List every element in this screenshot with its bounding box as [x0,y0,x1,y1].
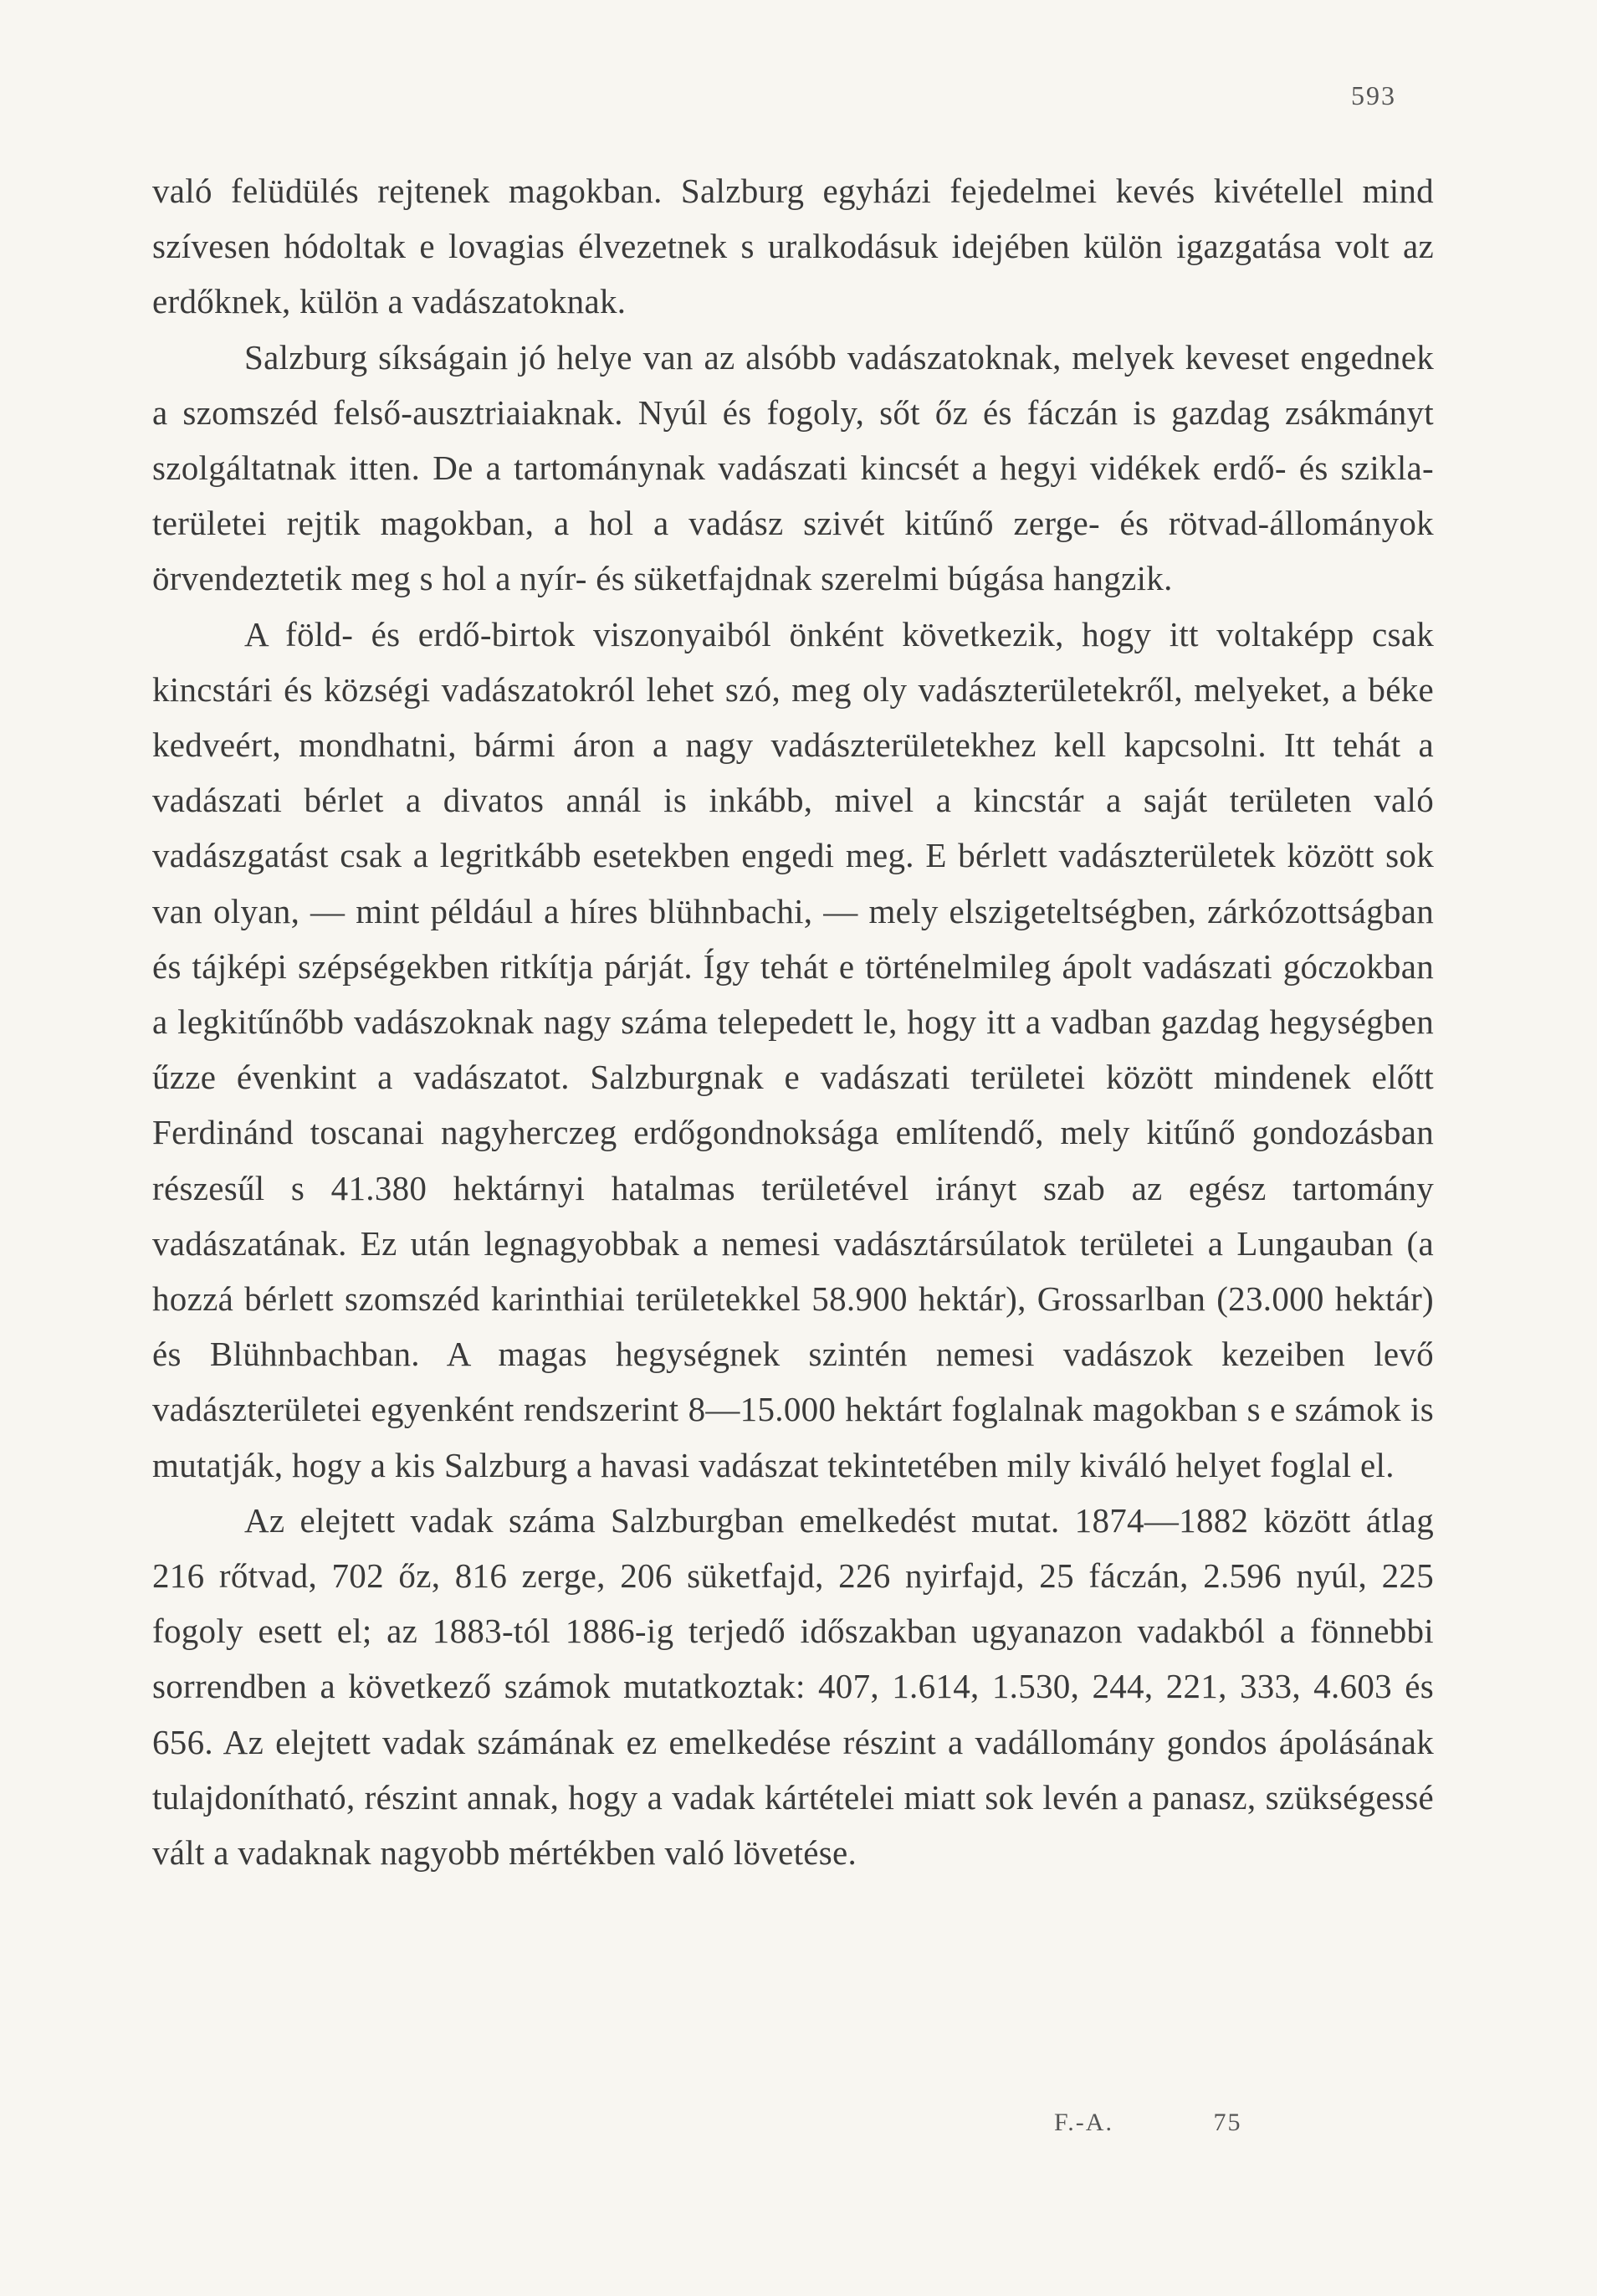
paragraph-1: való felüdülés rejtenek magokban. Salzburg egyházi fejedelmei kevés kivétellel mind szívesen hódoltak e lovagias élvezetnek s uralkodásuk idejében külön igazgatása volt az erdőknek, külön a vadászatoknak. [152,172,1434,321]
signature-mark: F.-A. [1054,2109,1113,2136]
page-number: 593 [1351,80,1396,110]
footer-signature [1054,2109,1241,2137]
paragraph-4: Az elejtett vadak száma Salzburgban emelkedést mutat. 1874—1882 között átlag 216 rőtvad, 702 őz, 816 zerge, 206 süketfajd, 226 nyirfajd, 25 fáczán, 2.596 nyúl, 225 fogoly esett el; az 1883-tól 1886-ig terjedő időszakban ugyanazon vadakból a fönnebbi sorrendben a következő számok mutatkoztak: 407, 1.614, 1.530, 244, 221, 333, 4.603 és 656. Az elejtett vadak számának ez emelkedése részint a vadállomány gondos ápolásának tulajdonítható, részint annak, hogy a vadak kártételei miatt sok levén a panasz, szükségessé vált a vadaknak nagyobb mértékben való lövetése. [152,1500,1434,1873]
paragraph-3: A föld- és erdő-birtok viszonyaiból önként következik, hogy itt voltaképp csak kincstári és községi vadászatokról lehet szó, meg oly vadászterületekről, melyeket, a béke kedveért, mondhatni, bármi áron a nagy vadászterületekhez kell kapcsolni. Itt tehát a vadászati bérlet a divatos annál is inkább, mivel a kincstár a saját területen való vadászgatást csak a legritkább esetekben engedi meg. E bérlett vadászterületek között sok van olyan, — mint például a híres blühnbachi, — mely elszigeteltségben, zárkózottságban és tájképi szépségekben ritkítja párját. Így tehát e történelmileg ápolt vadászati góczokban a legkitűnőbb vadászoknak nagy száma telepedett le, hogy itt a vadban gazdag hegységben űzze évenkint a vadászatot. Salzburgnak e vadászati területei között mindenek előtt Ferdinánd toscanai nagyherczeg erdőgondnoksága említendő, mely kitűnő gondozásban részesűl s 41.380 hektárnyi hatalmas területével irányt szab az egész tartomány vadászatának. Ez után legnagyobbak a nemesi vadásztársúlatok területei a Lungauban (a hozzá bérlett szomszéd karinthiai területekkel 58.900 hektár), Grossarlban (23.000 hektár) és Blühnbachban. A magas hegységnek szintén nemesi vadászok kezeiben levő vadászterületei egyenként rendszerint 8—15.000 hektárt foglalnak magokban s e számok is mutatják, hogy a kis Salzburg a havasi vadászat tekintetében mily kiváló helyet foglal el. [152,614,1434,1484]
signature-number: 75 [1213,2109,1242,2136]
body-text [152,163,1434,1880]
paragraph-2: Salzburg síkságain jó helye van az alsóbb vadászatoknak, melyek keveset engednek a szomszéd felső-ausztriaiaknak. Nyúl és fogoly, sőt őz és fáczán is gazdag zsákmányt szolgáltatnak itten. De a tartománynak vadászati kincsét a hegyi vidékek erdő- és szikla-területei rejtik magokban, a hol a vadász szivét kitűnő zerge- és rötvad-állományok örvendeztetik meg s hol a nyír- és süketfajdnak szerelmi búgása hangzik. [152,337,1434,598]
